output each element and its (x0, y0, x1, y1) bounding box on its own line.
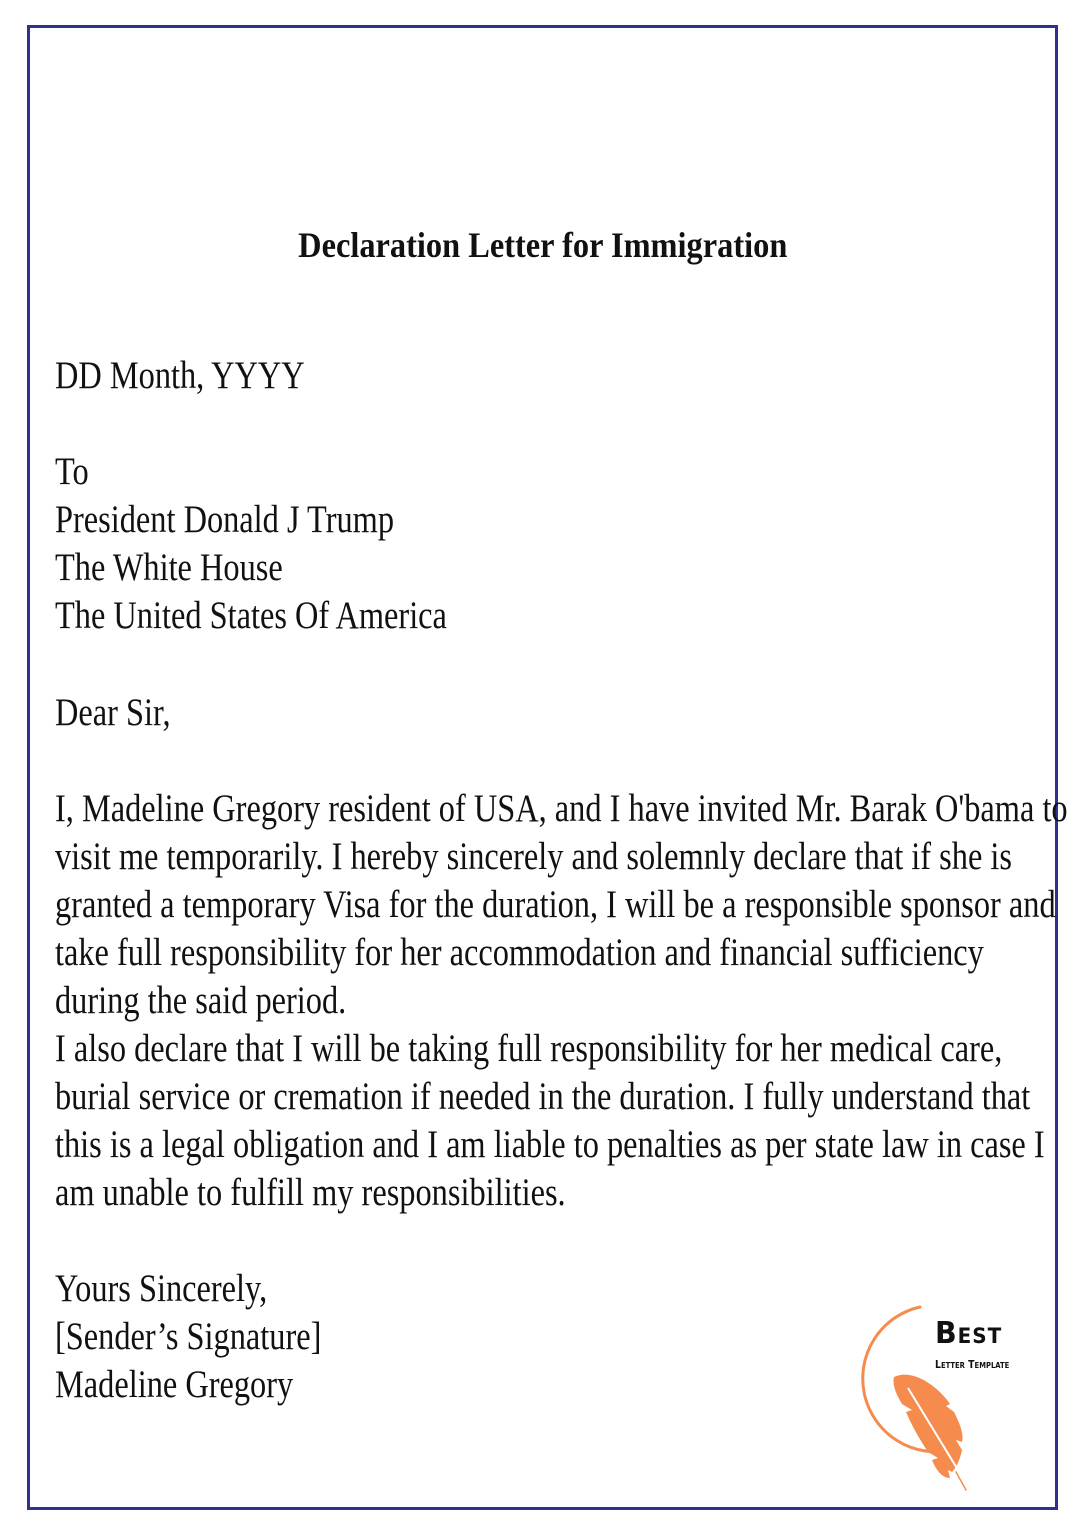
body-line: visit me temporarily. I hereby sincerely and solemnly declare that if she is (55, 835, 1013, 878)
document-title (0, 224, 1086, 266)
body-line: am unable to fulfill my responsibilities. (55, 1171, 566, 1214)
body-line: I also declare that I will be taking full responsibility for her medical care, (55, 1027, 1003, 1070)
recipient-to: To (55, 450, 89, 493)
greeting: Dear Sir, (55, 691, 171, 734)
closing-signature: [Sender’s Signature] (55, 1315, 322, 1358)
body-line: burial service or cremation if needed in the duration. I fully understand that (55, 1075, 1031, 1118)
body-line: granted a temporary Visa for the duration, I will be a responsible sponsor and (55, 883, 1056, 926)
brand-logo (842, 1300, 1057, 1500)
date-line: DD Month, YYYY (55, 354, 305, 397)
body-line: I, Madeline Gregory resident of USA, and I have invited Mr. Barak O'bama to (55, 787, 1068, 830)
brand-name: Best (935, 1316, 1003, 1351)
brand-tagline: Letter Template (935, 1358, 1010, 1371)
recipient-address-line-2: The United States Of America (55, 594, 447, 637)
body-line: this is a legal obligation and I am liable to penalties as per state law in case I (55, 1123, 1045, 1166)
recipient-name: President Donald J Trump (55, 498, 395, 541)
closing-sign-off: Yours Sincerely, (55, 1267, 268, 1310)
recipient-address-line-1: The White House (55, 546, 283, 589)
body-line: take full responsibility for her accommodation and financial sufficiency (55, 931, 984, 974)
document-title-text: Declaration Letter for Immigration (298, 225, 788, 265)
body-line: during the said period. (55, 979, 347, 1022)
closing-name: Madeline Gregory (55, 1363, 294, 1406)
